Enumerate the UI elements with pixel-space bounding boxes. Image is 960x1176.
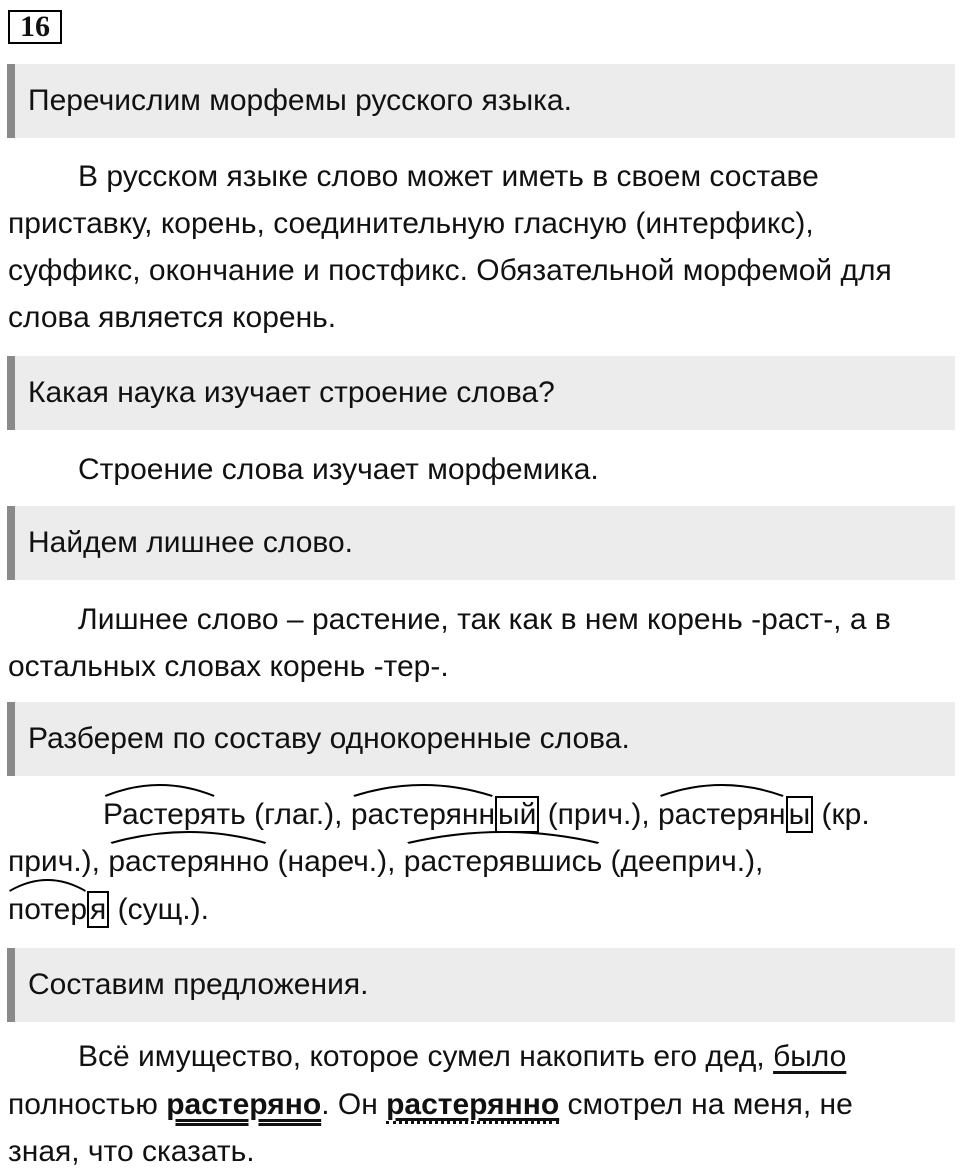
word-rasteryavshis: растерявшись	[404, 845, 602, 879]
morph-line-1: Растерять (глаг.), растерянн ый (прич.), растерян ы (кр.	[103, 798, 870, 832]
sentence-line-1: Всё имущество, которое сумел накопить его дед, было	[78, 1040, 847, 1073]
heading-morphemes: Перечислим морфемы русского языка.	[7, 64, 955, 138]
word-rasteryat: Растеря	[103, 798, 216, 832]
sentence-line-3: зная, что сказать.	[8, 1135, 255, 1168]
morph-line-3: потер я (сущ.).	[8, 893, 209, 927]
word-rasteryanno: растерянно	[108, 845, 269, 879]
paragraph-odd-word: Лишнее слово – растение, так как в нем корень -раст-, а в остальных словах корень -тер-.	[8, 603, 891, 683]
predicate-byl: было	[773, 1040, 847, 1073]
morph-line-2: прич.), растерянно (нареч.), растерявшись (дееприч.),	[8, 845, 763, 879]
adverb-rasteryanno: растерянно	[386, 1088, 559, 1124]
heading-science: Какая наука изучает строение слова?	[7, 356, 955, 430]
sentence-line-2: полностью растеряно. Он растерянно смотрел на меня, не	[8, 1088, 853, 1122]
predicate-rasteryano: растеряно	[166, 1088, 322, 1121]
task-number: 16	[8, 10, 62, 44]
ending-box: ы	[786, 796, 814, 833]
word-poterya: потер	[8, 893, 87, 927]
ending-box: я	[87, 891, 109, 928]
heading-odd-word: Найдем лишнее слово.	[7, 506, 955, 580]
word-rasteryanny: растерянн	[351, 798, 495, 832]
word-rasteryany: растерян	[658, 798, 786, 832]
paragraph-science: Строение слова изучает морфемика.	[78, 453, 599, 486]
heading-morph-analysis: Разберем по составу однокоренные слова.	[7, 702, 955, 776]
heading-sentences: Составим предложения.	[7, 948, 955, 1022]
ending-box: ый	[495, 796, 539, 833]
paragraph-morphemes: В русском языке слово может иметь в своем составе приставку, корень, соединительную гласную (интерфикс), суффикс, окончание и постфикс. Обязательной морфемой для слова является корень.	[8, 160, 892, 334]
